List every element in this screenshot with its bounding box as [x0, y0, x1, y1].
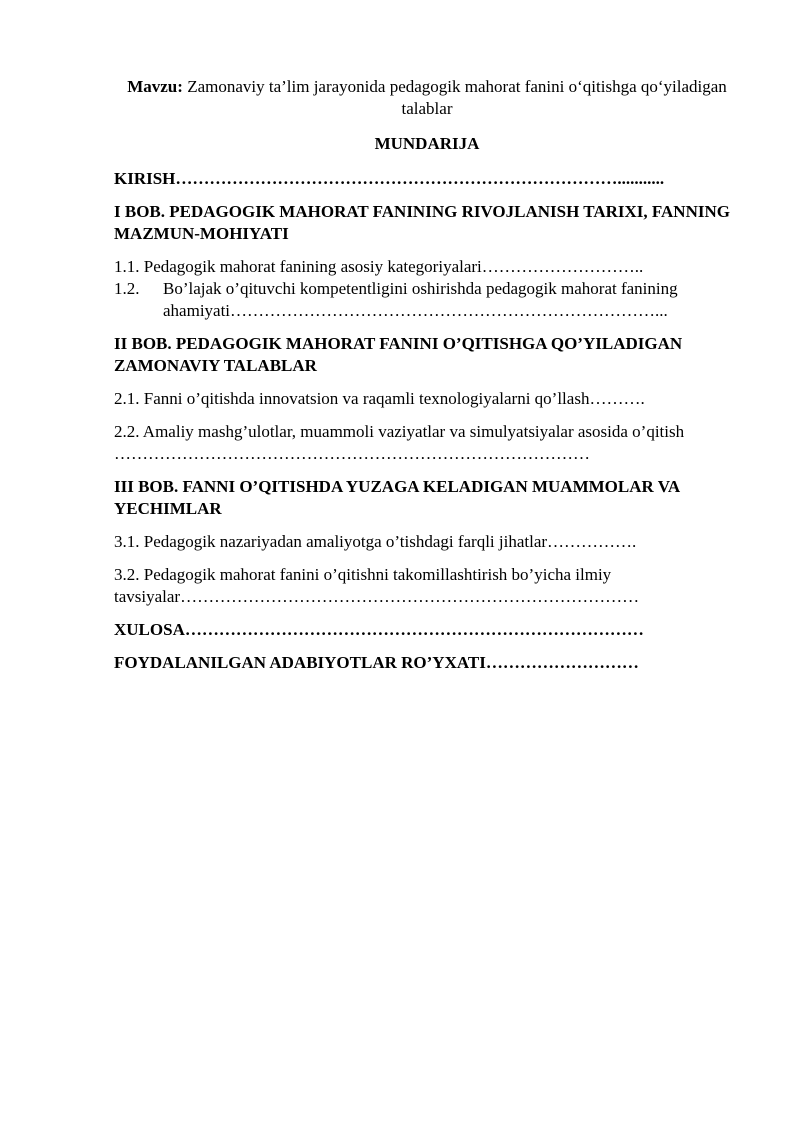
toc-title: MUNDARIJA: [374, 134, 480, 153]
toc-entry-chapter-2: II BOB. PEDAGOGIK MAHORAT FANINI O’QITISHGA QO’YILADIGAN ZAMONAVIY TALABLAR: [114, 334, 683, 375]
toc-entry-conclusion: XULOSA………………………………………………………………………: [114, 620, 644, 639]
toc-entry-section-1-2: [114, 278, 740, 322]
topic-heading: [114, 76, 740, 120]
topic-label: Mavzu:: [127, 77, 183, 96]
toc-entry-chapter-1: I BOB. PEDAGOGIK MAHORAT FANINING RIVOJLANISH TARIXI, FANNING MAZMUN-MOHIYATI: [114, 202, 730, 243]
section-text: Bo’lajak o’qituvchi kompetentligini oshirishda pedagogik mahorat fanining ahamiyati…………………………………………………………………...: [163, 279, 678, 320]
document-page: [114, 76, 740, 685]
toc-entry-section-3-2: 3.2. Pedagogik mahorat fanini o’qitishni takomillashtirish bo’yicha ilmiy tavsiyalar………………………………………………………………………: [114, 565, 640, 606]
section-number: 1.2.: [114, 279, 140, 298]
toc-entry-references: FOYDALANILGAN ADABIYOTLAR RO’YXATI………………………: [114, 653, 639, 672]
toc-entry-section-2-2: 2.2. Amaliy mashg’ulotlar, muammoli vaziyatlar va simulyatsiyalar asosida o’qitish …………………………………………………………………………: [114, 422, 685, 463]
toc-entry-section-2-1: 2.1. Fanni o’qitishda innovatsion va raqamli texnologiyalarni qo’llash……….: [114, 389, 645, 408]
topic-text: Zamonaviy ta’lim jarayonida pedagogik mahorat fanini o‘qitishga qo‘yiladigan talablar: [187, 77, 727, 118]
toc-entry-chapter-3: III BOB. FANNI O’QITISHDA YUZAGA KELADIGAN MUAMMOLAR VA YECHIMLAR: [114, 477, 680, 518]
toc-entry-section-3-1: 3.1. Pedagogik nazariyadan amaliyotga o’tishdagi farqli jihatlar…………….: [114, 532, 637, 551]
toc-entry-intro: KIRISH……………………………………………………………………...........: [114, 169, 665, 188]
toc-entry-section-1-1: 1.1. Pedagogik mahorat fanining asosiy kategoriyalari………………………..: [114, 257, 644, 276]
